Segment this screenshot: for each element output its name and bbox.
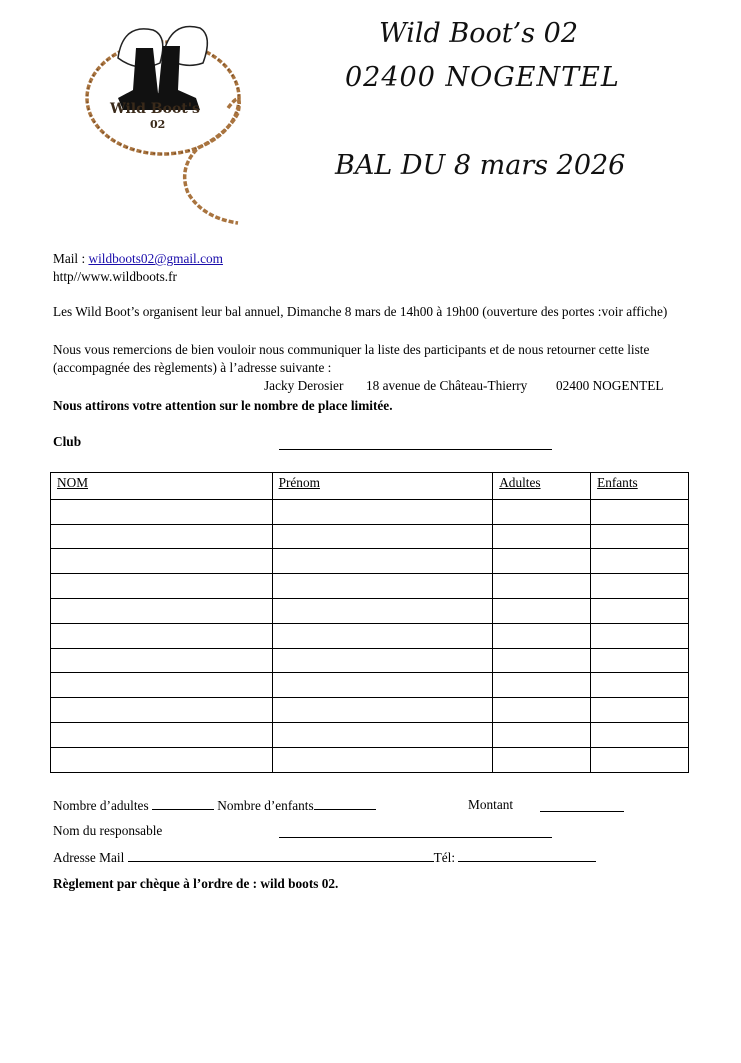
- participants-table: [50, 472, 689, 773]
- cell-adultes[interactable]: [493, 574, 591, 599]
- title-town: 02400 NOGENTEL: [345, 62, 620, 93]
- cell-adultes[interactable]: [493, 524, 591, 549]
- email-label: Adresse Mail: [53, 850, 125, 865]
- cell-adultes[interactable]: [493, 623, 591, 648]
- address-city: 02400 NOGENTEL: [556, 378, 664, 393]
- cell-nom[interactable]: [51, 673, 273, 698]
- cell-enfants[interactable]: [591, 623, 689, 648]
- cell-nom[interactable]: [51, 698, 273, 723]
- cell-nom[interactable]: [51, 747, 273, 772]
- header-enfants: Enfants: [591, 473, 689, 500]
- table-row: [51, 673, 689, 698]
- cell-nom[interactable]: [51, 648, 273, 673]
- cell-enfants[interactable]: [591, 722, 689, 747]
- cell-nom[interactable]: [51, 499, 273, 524]
- cell-nom[interactable]: [51, 524, 273, 549]
- cell-nom[interactable]: [51, 574, 273, 599]
- cell-enfants[interactable]: [591, 499, 689, 524]
- cell-adultes[interactable]: [493, 499, 591, 524]
- logo-text: Wild Boot's: [110, 101, 200, 117]
- cell-enfants[interactable]: [591, 574, 689, 599]
- intro-text: Les Wild Boot’s organisent leur bal annuel, Dimanche 8 mars de 14h00 à 19h00 (ouverture des portes :voir affiche): [53, 304, 668, 319]
- phone-field[interactable]: [458, 849, 596, 862]
- cell-prenom[interactable]: [272, 549, 493, 574]
- cell-enfants[interactable]: [591, 648, 689, 673]
- table-row: [51, 549, 689, 574]
- logo-number: 02: [150, 118, 166, 131]
- amount-label: Montant: [468, 797, 514, 812]
- children-field[interactable]: [314, 797, 376, 810]
- contact-mail: [53, 251, 223, 267]
- request-line-2: (accompagnée des règlements) à l’adresse suivante :: [53, 360, 332, 375]
- title-club-name: Wild Boot’s 02: [379, 18, 578, 49]
- cell-prenom[interactable]: [272, 648, 493, 673]
- adults-label: Nombre d’adultes: [53, 798, 149, 813]
- table-row: [51, 499, 689, 524]
- table-row: [51, 524, 689, 549]
- address-name: Jacky Derosier: [264, 378, 344, 393]
- responsible-field[interactable]: [279, 825, 552, 838]
- children-label: Nombre d’enfants: [217, 798, 314, 813]
- cell-adultes[interactable]: [493, 648, 591, 673]
- cell-prenom[interactable]: [272, 698, 493, 723]
- table-row: [51, 623, 689, 648]
- adults-field[interactable]: [152, 797, 214, 810]
- cell-nom[interactable]: [51, 623, 273, 648]
- table-header-row: [51, 473, 689, 500]
- header-adultes: Adultes: [493, 473, 591, 500]
- cell-enfants[interactable]: [591, 747, 689, 772]
- cell-prenom[interactable]: [272, 598, 493, 623]
- cell-prenom[interactable]: [272, 574, 493, 599]
- title-event: BAL DU 8 mars 2026: [335, 150, 626, 181]
- email-field[interactable]: [128, 849, 434, 862]
- address-street: 18 avenue de Château-Thierry: [366, 378, 528, 393]
- table-row: [51, 722, 689, 747]
- website-text: http//www.wildboots.fr: [53, 269, 177, 284]
- header-prenom: Prénom: [272, 473, 493, 500]
- cell-nom[interactable]: [51, 598, 273, 623]
- table-row: [51, 648, 689, 673]
- email-row: [53, 849, 596, 866]
- table-row: [51, 747, 689, 772]
- cell-prenom[interactable]: [272, 722, 493, 747]
- cell-prenom[interactable]: [272, 499, 493, 524]
- adults-count: [53, 797, 376, 814]
- cell-enfants[interactable]: [591, 698, 689, 723]
- responsible-label: Nom du responsable: [53, 823, 163, 838]
- cell-nom[interactable]: [51, 722, 273, 747]
- header-nom: NOM: [51, 473, 273, 500]
- cell-prenom[interactable]: [272, 747, 493, 772]
- cell-adultes[interactable]: [493, 598, 591, 623]
- warning-text: Nous attirons votre attention sur le nombre de place limitée.: [53, 398, 393, 413]
- cell-prenom[interactable]: [272, 524, 493, 549]
- cell-enfants[interactable]: [591, 524, 689, 549]
- cell-adultes[interactable]: [493, 722, 591, 747]
- mail-link[interactable]: wildboots02@gmail.com: [88, 251, 223, 266]
- table-row: [51, 598, 689, 623]
- cell-adultes[interactable]: [493, 549, 591, 574]
- cell-adultes[interactable]: [493, 698, 591, 723]
- mail-label: Mail :: [53, 251, 89, 266]
- cell-enfants[interactable]: [591, 549, 689, 574]
- cell-prenom[interactable]: [272, 623, 493, 648]
- cell-enfants[interactable]: [591, 598, 689, 623]
- cell-enfants[interactable]: [591, 673, 689, 698]
- club-field[interactable]: [279, 435, 552, 450]
- phone-label: Tél:: [433, 850, 456, 865]
- cell-prenom[interactable]: [272, 673, 493, 698]
- payment-text: Règlement par chèque à l’ordre de : wild boots 02.: [53, 876, 339, 891]
- cell-adultes[interactable]: [493, 747, 591, 772]
- cell-nom[interactable]: [51, 549, 273, 574]
- table-row: [51, 698, 689, 723]
- table-row: [51, 574, 689, 599]
- amount-field[interactable]: [540, 798, 624, 812]
- request-line-1: Nous vous remercions de bien vouloir nous communiquer la liste des participants et de nous retourner cette liste: [53, 342, 650, 357]
- cell-adultes[interactable]: [493, 673, 591, 698]
- club-logo: [78, 18, 258, 230]
- club-label: Club: [53, 434, 82, 449]
